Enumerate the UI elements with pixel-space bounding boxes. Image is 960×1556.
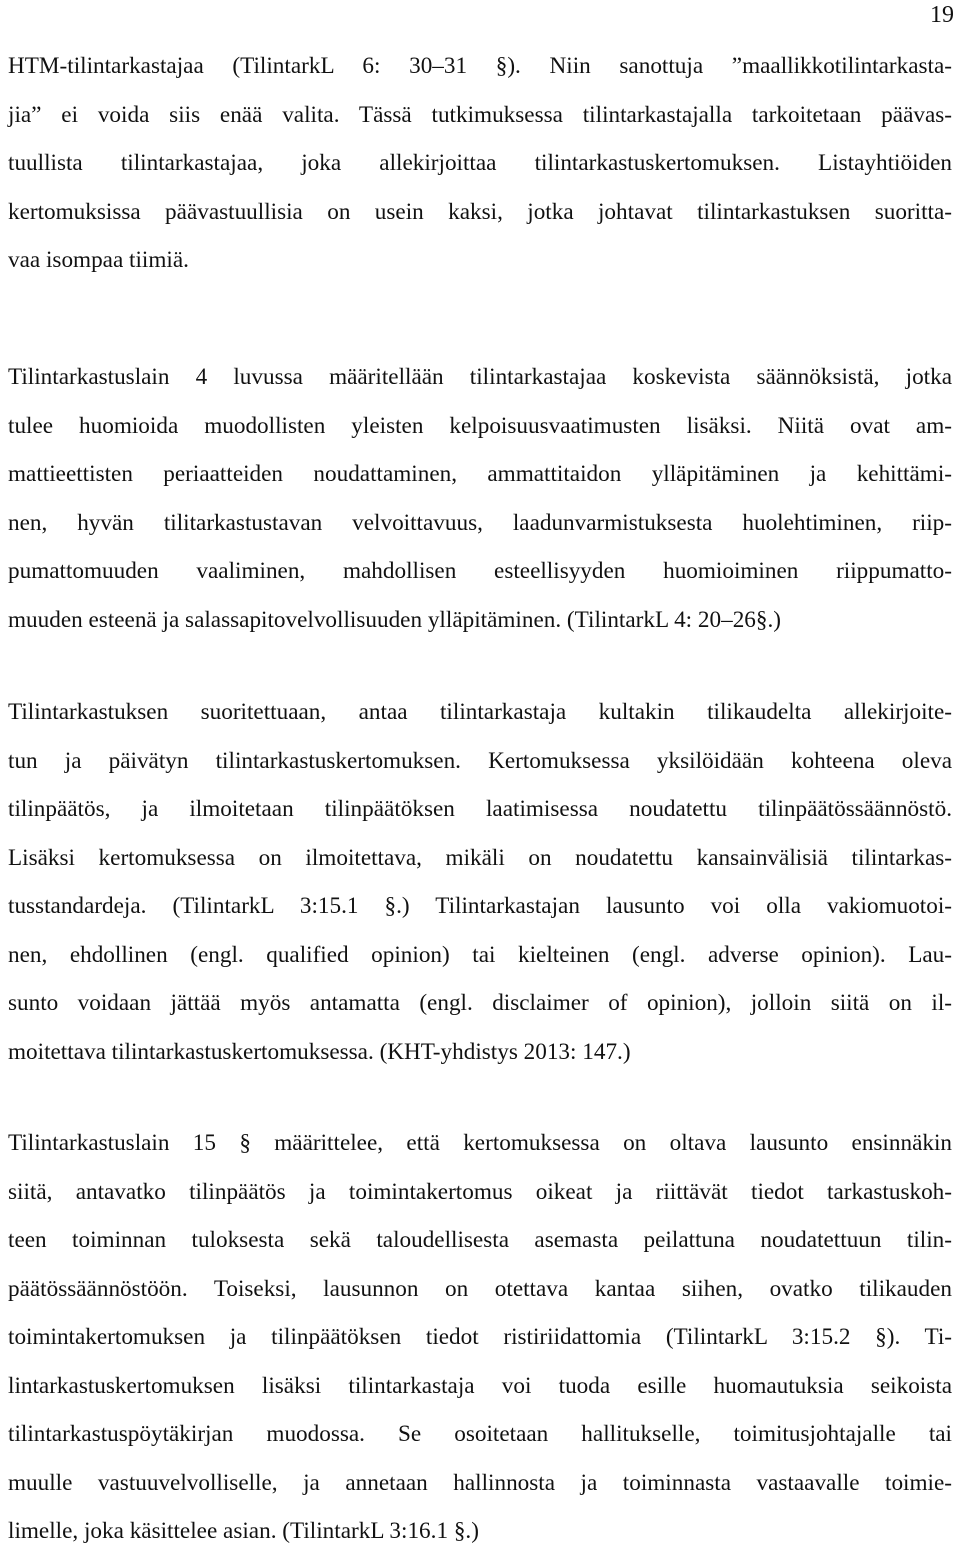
- text-line: sunto voidaan jättää myös antamatta (engl. disclaimer of opinion), jolloin siitä on il-: [8, 990, 952, 1016]
- text-line: HTM-tilintarkastajaa (TilintarkL 6: 30–31 §). Niin sanottuja ”maallikkotilintarkasta-: [8, 53, 952, 79]
- text-line: mattieettisten periaatteiden noudattaminen, ammattitaidon ylläpitäminen ja kehittämi-: [8, 461, 952, 487]
- text-line: tilinpäätös, ja ilmoitetaan tilinpäätöksen laatimisessa noudatettu tilinpäätössäännöstö.: [8, 796, 952, 822]
- text-line: muuden esteenä ja salassapitovelvollisuuden ylläpitäminen. (TilintarkL 4: 20–26§.): [8, 606, 781, 633]
- text-line: tusstandardeja. (TilintarkL 3:15.1 §.) Tilintarkastajan lausunto voi olla vakiomuotoi-: [8, 893, 952, 919]
- text-line: kertomuksissa päävastuullisia on usein kaksi, jotka johtavat tilintarkastuksen suoritta-: [8, 198, 952, 225]
- text-line: limelle, joka käsittelee asian. (TilintarkL 3:16.1 §.): [8, 1518, 479, 1544]
- text-line: tuullista tilintarkastajaa, joka allekirjoittaa tilintarkastuskertomuksen. Listayhtiöiden: [8, 150, 952, 176]
- text-line: nen, hyvän tilitarkastustavan velvoittavuus, laadunvarmistuksesta huolehtiminen, riip-: [8, 509, 952, 536]
- text-line: pumattomuuden vaaliminen, mahdollisen esteellisyyden huomioiminen riippumatto-: [8, 558, 952, 584]
- text-line: Tilintarkastuslain 4 luvussa määritellään tilintarkastajaa koskevista säännöksistä, jotka: [8, 364, 952, 390]
- page-number: 19: [930, 2, 954, 28]
- text-line: vaa isompaa tiimiä.: [8, 247, 189, 273]
- text-line: muulle vastuuvelvolliselle, ja annetaan hallinnosta ja toiminnasta vastaavalle toimie-: [8, 1469, 952, 1496]
- text-line: teen toiminnan tuloksesta sekä taloudellisesta asemasta peilattuna noudatettuun tilin-: [8, 1227, 952, 1253]
- text-line: Tilintarkastuslain 15 § määrittelee, että kertomuksessa on oltava lausunto ensinnäkin: [8, 1130, 952, 1156]
- text-line: moitettava tilintarkastuskertomuksessa. (KHT-yhdistys 2013: 147.): [8, 1038, 631, 1065]
- text-line: tun ja päivätyn tilintarkastuskertomuksen. Kertomuksessa yksilöidään kohteena oleva: [8, 747, 952, 774]
- paragraph-4: [8, 1119, 952, 1556]
- text-line: tilintarkastuspöytäkirjan muodossa. Se osoitetaan hallitukselle, toimitusjohtajalle tai: [8, 1421, 952, 1447]
- text-line: päätössäännöstöön. Toiseksi, lausunnon on otettava kantaa siihen, ovatko tilikauden: [8, 1275, 952, 1302]
- text-line: siitä, antavatko tilinpäätös ja toimintakertomus oikeat ja riittävät tiedot tarkastuskoh-: [8, 1178, 952, 1205]
- text-line: Lisäksi kertomuksessa on ilmoitettava, mikäli on noudatettu kansainvälisiä tilintarkas-: [8, 844, 952, 871]
- paragraph-1: [8, 42, 952, 285]
- text-line: lintarkastuskertomuksen lisäksi tilintarkastaja voi tuoda esille huomautuksia seikoista: [8, 1372, 952, 1399]
- text-line: Tilintarkastuksen suoritettuaan, antaa tilintarkastaja kultakin tilikaudelta allekirjoite-: [8, 699, 952, 725]
- paragraph-2: [8, 353, 952, 644]
- text-line: tulee huomioida muodollisten yleisten kelpoisuusvaatimusten lisäksi. Niitä ovat am-: [8, 412, 952, 439]
- paragraph-3: [8, 688, 952, 1076]
- text-line: toimintakertomuksen ja tilinpäätöksen tiedot ristiriidattomia (TilintarkL 3:15.2 §). Ti-: [8, 1324, 952, 1350]
- text-line: nen, ehdollinen (engl. qualified opinion) tai kielteinen (engl. adverse opinion). Lau-: [8, 941, 952, 968]
- text-line: jia” ei voida siis enää valita. Tässä tutkimuksessa tilintarkastajalla tarkoitetaan päävas-: [8, 101, 952, 128]
